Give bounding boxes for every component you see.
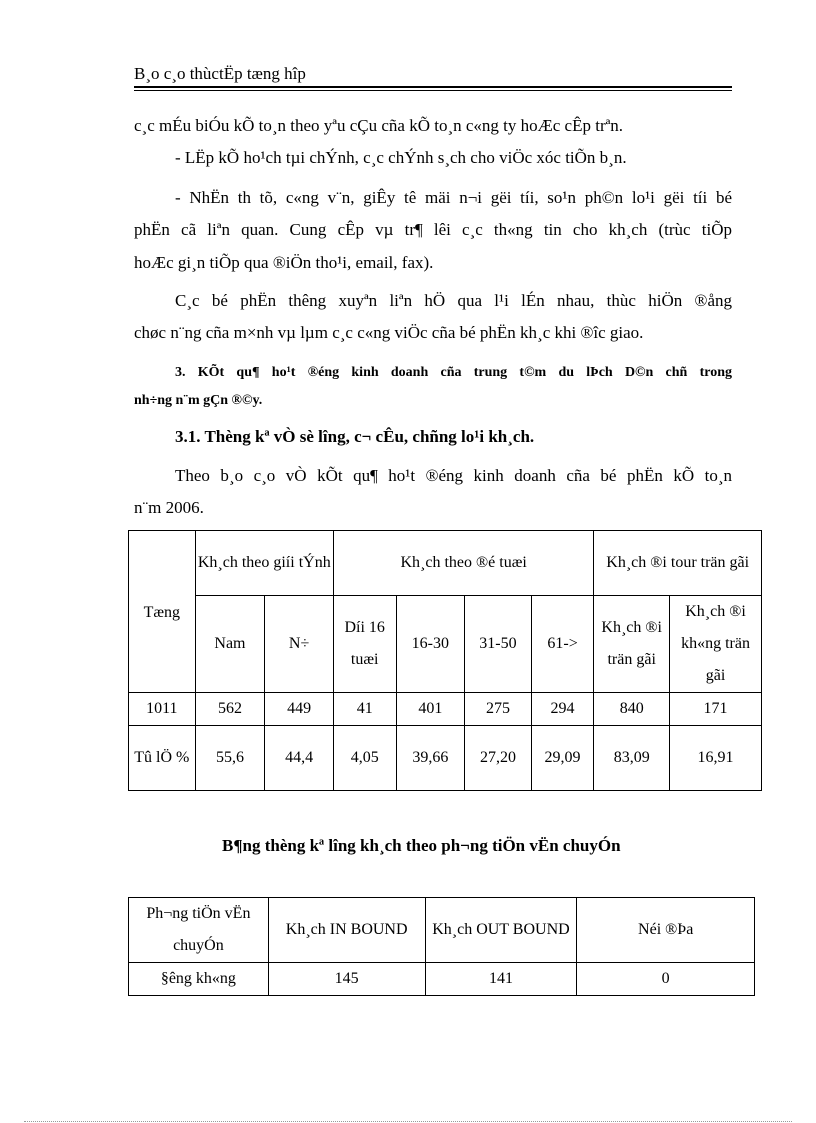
subheader-female: N÷ (265, 596, 334, 693)
cell-female: 449 (265, 693, 334, 726)
subheader-package: Kh¸ch ®i trän gãi (594, 596, 670, 693)
table-header-row (129, 531, 762, 596)
table-row (129, 693, 762, 726)
cell-age-16-30-pct: 39,66 (396, 726, 465, 791)
cell-female-pct: 44,4 (265, 726, 334, 791)
table-subheader-row (129, 596, 762, 693)
cell-age-under-16: 41 (333, 693, 396, 726)
cell-male-pct: 55,6 (195, 726, 265, 791)
body-line-1: c¸c mÉu biÓu kÕ to¸n theo yªu cÇu cña kÕ to¸n c«ng ty hoÆc cÊp trªn. (134, 116, 624, 135)
cell-transport-air: §êng kh«ng (129, 963, 269, 996)
cell-package: 840 (594, 693, 670, 726)
subheader-age-61-plus: 61-> (531, 596, 594, 693)
cell-non-package: 171 (670, 693, 762, 726)
table2-title: B¶ng thèng kª lîng kh¸ch theo ph¬ng tiÖn vËn chuyÓn (222, 836, 621, 855)
cell-age-16-30: 401 (396, 693, 465, 726)
section-3-heading: 3. KÕt qu¶ ho¹t ®éng kinh doanh cña trung t©m du lÞch D©n chñ trong (175, 365, 732, 380)
body-line-5: hoÆc gi¸n tiÕp qua ®iÖn tho¹i, email, fax). (134, 253, 434, 272)
body-line-2: - LËp kÕ ho¹ch tµi chÝnh, c¸c chÝnh s¸ch cho viÖc xóc tiÕn b¸n. (175, 148, 627, 167)
subheader-age-31-50: 31-50 (465, 596, 532, 693)
cell-ratio-label: Tû lÖ % (129, 726, 196, 791)
header-inbound: Kh¸ch IN BOUND (268, 898, 425, 963)
customer-stats-table (128, 530, 762, 791)
header-gender: Kh¸ch theo giíi tÝnh (195, 531, 333, 596)
cell-male: 562 (195, 693, 265, 726)
cell-age-61-plus-pct: 29,09 (531, 726, 594, 791)
body-line-6: C¸c bé phËn thêng xuyªn liªn hÖ qua l¹i lÉn nhau, thùc hiÖn ®ång (175, 291, 732, 310)
header-tour: Kh¸ch ®i tour trän gãi (594, 531, 762, 596)
cell-package-pct: 83,09 (594, 726, 670, 791)
cell-outbound: 141 (425, 963, 577, 996)
body-line-4: phËn cã liªn quan. Cung cÊp vµ tr¶ lêi c¸c th«ng tin cho kh¸ch (trùc tiÕp (134, 220, 732, 239)
table-header-row (129, 898, 755, 963)
subheader-non-package: Kh¸ch ®i kh«ng trän gãi (670, 596, 762, 693)
header-rule-thin (134, 90, 732, 91)
transport-stats-table (128, 897, 755, 996)
section-3-1-heading: 3.1. Thèng kª vÒ sè lîng, c¬ cÊu, chñng lo¹i kh¸ch. (175, 427, 535, 446)
subheader-age-16-30: 16-30 (396, 596, 465, 693)
body-line-7: chøc n¨ng cña m×nh vµ lµm c¸c c«ng viÖc cña bé phËn kh¸c khi ®îc giao. (134, 323, 644, 342)
subheader-age-under-16: Díi 16 tuæi (333, 596, 396, 693)
subheader-male: Nam (195, 596, 265, 693)
cell-age-61-plus: 294 (531, 693, 594, 726)
cell-non-package-pct: 16,91 (670, 726, 762, 791)
page-header-title: B¸o c¸o thùctËp tæng hîp (134, 64, 306, 83)
cell-total: 1011 (129, 693, 196, 726)
cell-age-31-50-pct: 27,20 (465, 726, 532, 791)
body-line-9: n¨m 2006. (134, 498, 204, 517)
header-age: Kh¸ch theo ®é tuæi (333, 531, 593, 596)
header-transport: Ph¬ng tiÖn vËn chuyÓn (129, 898, 269, 963)
cell-domestic: 0 (577, 963, 755, 996)
cell-inbound: 145 (268, 963, 425, 996)
cell-age-under-16-pct: 4,05 (333, 726, 396, 791)
table-row (129, 963, 755, 996)
cell-age-31-50: 275 (465, 693, 532, 726)
page-footer-rule (24, 1121, 792, 1122)
header-domestic: Néi ®Þa (577, 898, 755, 963)
header-total: Tæng (129, 531, 196, 693)
header-outbound: Kh¸ch OUT BOUND (425, 898, 577, 963)
table-row (129, 726, 762, 791)
header-rule (134, 86, 732, 88)
body-line-8: Theo b¸o c¸o vÒ kÕt qu¶ ho¹t ®éng kinh doanh cña bé phËn kÕ to¸n (175, 466, 732, 485)
section-3-heading-cont: nh÷ng n¨m gÇn ®©y. (134, 393, 263, 408)
body-line-3: - NhËn th tõ, c«ng v¨n, giÊy tê mäi n¬i gëi tíi, so¹n ph©n lo¹i gëi tíi bé (175, 188, 732, 207)
